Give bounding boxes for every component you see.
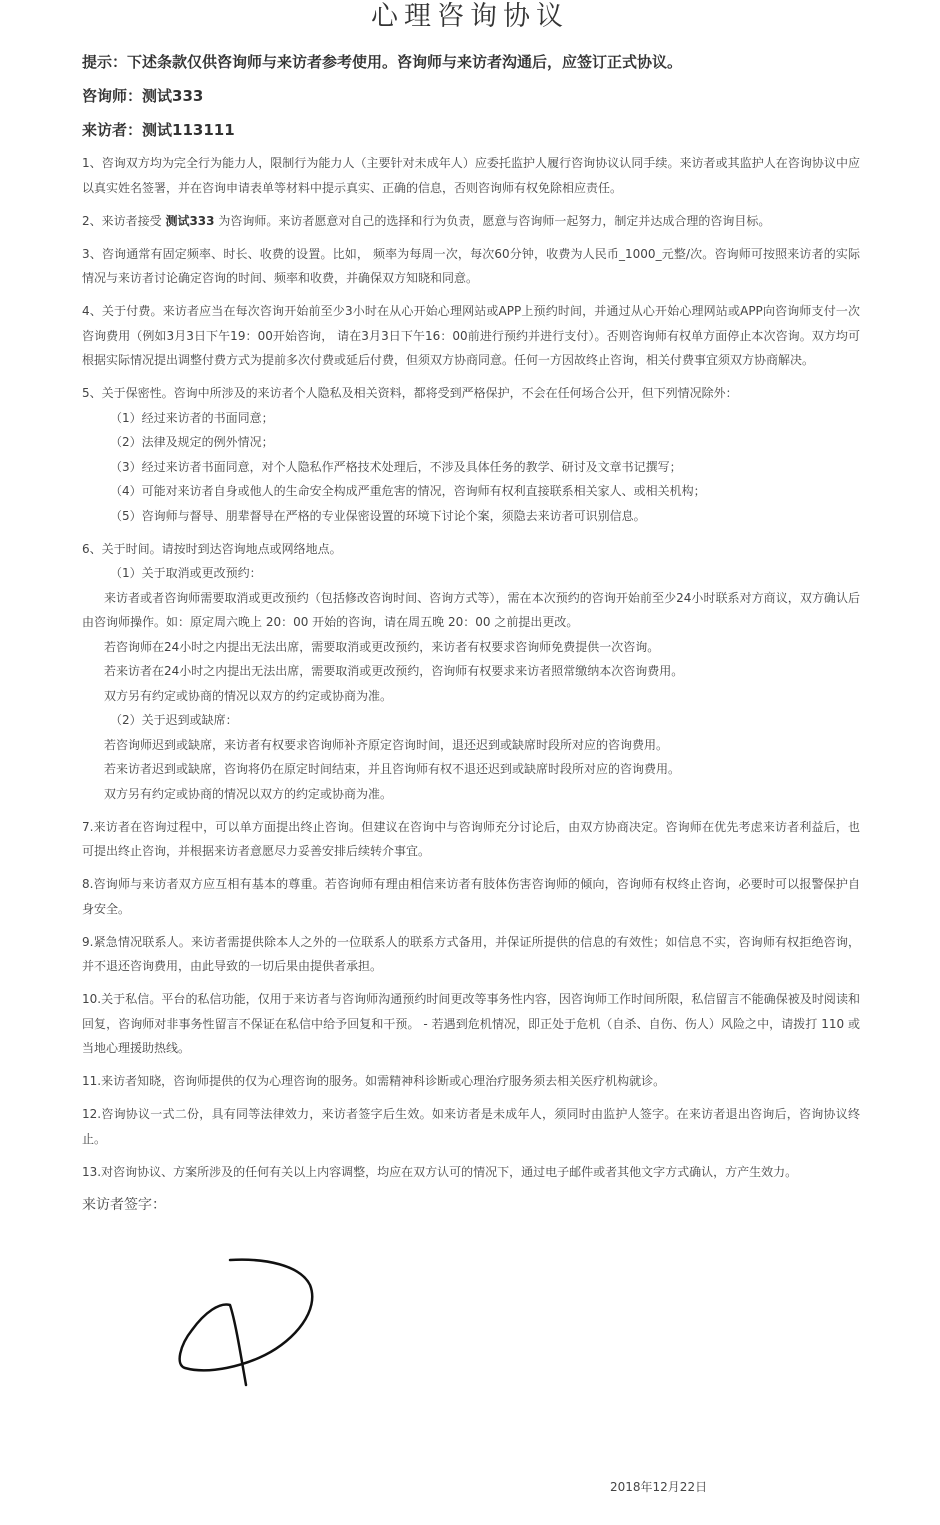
clause-12: 12.咨询协议一式二份，具有同等法律效力，来访者签字后生效。如来访者是未成年人，须同时由监护人签字。在来访者退出咨询后，咨询协议终止。 xyxy=(82,1107,860,1146)
counselor-line xyxy=(82,83,860,109)
clause-6-sub2-line: 若咨询师迟到或缺席，来访者有权要求咨询师补齐原定咨询时间，退还迟到或缺席时段所对应的咨询费用。 xyxy=(104,737,669,752)
clause-5 xyxy=(82,381,860,528)
agreement-body xyxy=(82,49,860,1193)
clause-5-item: （3）经过来访者书面同意，对个人隐私作严格技术处理后，不涉及具体任务的教学、研讨及文章书记撰写； xyxy=(110,459,682,474)
clause-5-item: （1）经过来访者的书面同意； xyxy=(110,410,274,425)
clause-10: 10.关于私信。平台的私信功能，仅用于来访者与咨询师沟通预约时间更改等事务性内容，因咨询师工作时间所限，私信留言不能确保被及时阅读和回复，咨询师对非事务性留言不保证在私信中给予回复和干预。 - 若遇到危机情况，即正处于危机（自杀、自伤、伤人）风险之中，请拨打 110 或当地心理援助热线。 xyxy=(82,992,860,1055)
clause-6-sub1-line: 若来访者在24小时之内提出无法出席，需要取消或更改预约，咨询师有权要求来访者照常缴纳本次咨询费用。 xyxy=(104,664,684,678)
clause-6-head: 6、关于时间。请按时到达咨询地点或网络地点。 xyxy=(82,541,342,556)
clause-3: 3、咨询通常有固定频率、时长、收费的设置。比如， 频率为每周一次，每次60分钟，收费为人民币_1000_元整/次。咨询师可按照来访者的实际情况与来访者讨论确定咨询的时间、频率和收费，并确保双方知晓和同意。 xyxy=(82,246,860,285)
visitor-line xyxy=(82,117,860,143)
clause-6 xyxy=(82,537,860,807)
clause-2-prefix: 2、来访者接受 xyxy=(82,213,166,228)
clause-2 xyxy=(82,209,860,234)
clause-5-item: （5）咨询师与督导、朋辈督导在严格的专业保密设置的环境下讨论个案，须隐去来访者可识别信息。 xyxy=(110,508,646,523)
counselor-label: 咨询师： xyxy=(82,87,143,105)
hint-text: 提示：下述条款仅供咨询师与来访者参考使用。咨询师与来访者沟通后，应签订正式协议。 xyxy=(82,53,683,71)
signature-label: 来访者签字： xyxy=(82,1197,166,1213)
signature-stroke xyxy=(180,1260,313,1385)
counselor-name: 测试333 xyxy=(142,87,204,105)
clause-9: 9.紧急情况联系人。来访者需提供除本人之外的一位联系人的联系方式备用，并保证所提供的信息的有效性；如信息不实，咨询师有权拒绝咨询，并不退还咨询费用，由此导致的一切后果由提供者承担。 xyxy=(82,934,860,973)
clause-1: 1、咨询双方均为完全行为能力人，限制行为能力人（主要针对未成年人）应委托监护人履行咨询协议认同手续。来访者或其监护人在咨询协议中应以真实姓名签署，并在咨询申请表单等材料中提示真实、正确的信息，否则咨询师有权免除相应责任。 xyxy=(82,156,860,195)
clause-13: 13.对咨询协议、方案所涉及的任何有关以上内容调整，均应在双方认可的情况下，通过电子邮件或者其他文字方式确认，方产生效力。 xyxy=(82,1164,798,1179)
clause-4: 4、关于付费。来访者应当在每次咨询开始前至少3小时在从心开始心理网站或APP上预约时间，并通过从心开始心理网站或APP向咨询师支付一次咨询费用（例如3月3日下午19：00开始咨询， 请在3月3日下午16：00前进行预约并进行支付）。否则咨询师有权单方面停止本次咨询。双方均可根据实际情况提出调整付费方式为提前多次付费或延后付费，但须双方协商同意。任何一方因故终止咨询，相关付费事宜须双方协商解决。 xyxy=(82,304,860,367)
clause-6-sub2-line: 双方另有约定或协商的情况以双方的约定或协商为准。 xyxy=(104,786,393,801)
clause-5-item: （2）法律及规定的例外情况； xyxy=(110,435,274,449)
clause-5-head: 5、关于保密性。咨询中所涉及的来访者个人隐私及相关资料，都将受到严格保护，不会在任何场合公开，但下列情况除外： xyxy=(82,386,738,400)
agreement-date: 2018年12月22日 xyxy=(610,1480,708,1494)
page-title: 心理咨询协议 xyxy=(371,1,569,32)
clause-6-sub1-line: 来访者或者咨询师需要取消或更改预约（包括修改咨询时间、咨询方式等），需在本次预约的咨询开始前至少24小时联系对方商议，双方确认后由咨询师操作。如：原定周六晚上 20：00 开始的咨询，请在周五晚 20：00 之前提出更改。 xyxy=(82,590,860,629)
clause-2-counselor-name: 测试333 xyxy=(165,213,215,228)
visitor-label: 来访者： xyxy=(82,121,143,139)
clause-11: 11.来访者知晓，咨询师提供的仅为心理咨询的服务。如需精神科诊断或心理治疗服务须去相关医疗机构就诊。 xyxy=(82,1074,666,1088)
clause-6-sub2-line: 若来访者迟到或缺席，咨询将仍在原定时间结束，并且咨询师有权不退还迟到或缺席时段所对应的咨询费用。 xyxy=(104,762,681,776)
clause-6-sub2-title: （2）关于迟到或缺席： xyxy=(110,713,238,727)
clause-6-sub1-line: 若咨询师在24小时之内提出无法出席，需要取消或更改预约，来访者有权要求咨询师免费提供一次咨询。 xyxy=(104,639,660,654)
clause-5-item: （4）可能对来访者自身或他人的生命安全构成严重危害的情况，咨询师有权利直接联系相关家人、或相关机构； xyxy=(110,484,706,498)
handwritten-signature xyxy=(170,1250,330,1390)
clause-6-sub1-line: 双方另有约定或协商的情况以双方的约定或协商为准。 xyxy=(104,688,393,703)
clause-2-suffix: 为咨询师。来访者愿意对自己的选择和行为负责，愿意与咨询师一起努力，制定并达成合理的咨询目标。 xyxy=(214,213,771,228)
visitor-name: 测试113111 xyxy=(142,121,235,139)
clause-7: 7.来访者在咨询过程中，可以单方面提出终止咨询。但建议在咨询中与咨询师充分讨论后，由双方协商决定。咨询师在优先考虑来访者利益后，也可提出终止咨询，并根据来访者意愿尽力妥善安排后续转介事宜。 xyxy=(82,819,860,858)
clause-6-sub1-title: （1）关于取消或更改预约： xyxy=(110,566,262,580)
clause-8: 8.咨询师与来访者双方应互相有基本的尊重。若咨询师有理由相信来访者有肢体伤害咨询师的倾向，咨询师有权终止咨询，必要时可以报警保护自身安全。 xyxy=(82,877,860,916)
